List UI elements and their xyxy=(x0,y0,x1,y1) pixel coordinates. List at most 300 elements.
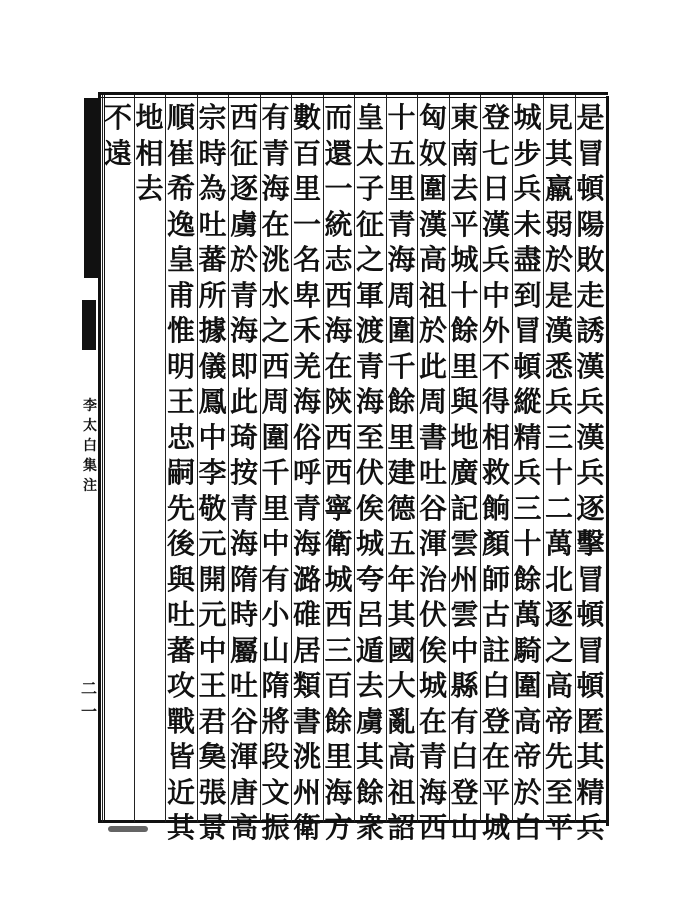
column-char: 吐 xyxy=(229,669,258,702)
column-char: 白 xyxy=(513,811,542,844)
column-char: 騎 xyxy=(513,633,542,667)
column-char: 類 xyxy=(292,669,321,702)
column-char: 得 xyxy=(481,385,510,418)
book-title-vertical xyxy=(82,396,98,496)
column-char: 年 xyxy=(387,562,416,596)
column-char: 冒 xyxy=(576,562,605,596)
column-char: 見 xyxy=(544,101,573,134)
text-column xyxy=(99,100,137,815)
column-char: 書 xyxy=(418,420,447,454)
column-char: 去 xyxy=(450,172,479,205)
column-char: 王 xyxy=(166,385,195,418)
column-char: 衛 xyxy=(324,527,353,560)
column-char: 敬 xyxy=(198,491,227,525)
column-char: 吐 xyxy=(198,207,227,241)
column-char: 中 xyxy=(481,278,510,312)
column-char: 頓 xyxy=(576,669,605,702)
margin-ink-block xyxy=(84,98,98,278)
column-char: 匿 xyxy=(576,704,605,738)
column-char: 平 xyxy=(481,775,510,809)
column-char: 圍 xyxy=(418,172,447,205)
column-char: 呼 xyxy=(292,456,321,489)
column-char: 兵 xyxy=(576,456,605,489)
column-char: 而 xyxy=(324,101,353,134)
column-char: 王 xyxy=(198,669,227,702)
column-char: 縱 xyxy=(513,385,542,418)
column-char: 匈 xyxy=(418,101,447,134)
column-char: 順 xyxy=(166,101,195,134)
column-char: 景 xyxy=(198,811,227,844)
page-number: 二一 xyxy=(80,679,97,721)
column-char: 城 xyxy=(450,243,479,276)
column-char: 海 xyxy=(261,172,290,205)
column-char: 水 xyxy=(261,278,290,312)
column-char: 隋 xyxy=(229,562,258,596)
column-char: 西 xyxy=(229,101,258,134)
column-char: 雲 xyxy=(450,527,479,560)
column-char: 詔 xyxy=(387,811,416,844)
column-char: 餉 xyxy=(481,491,510,525)
column-char: 還 xyxy=(324,136,353,170)
column-char: 時 xyxy=(198,136,227,170)
column-char: 鳳 xyxy=(198,385,227,418)
column-char: 海 xyxy=(355,385,384,418)
column-char: 精 xyxy=(576,775,605,809)
column-char: 志 xyxy=(324,243,353,276)
column-char: 衆 xyxy=(355,811,384,844)
column-char: 攻 xyxy=(166,669,195,702)
column-char: 青 xyxy=(229,491,258,525)
column-char: 此 xyxy=(229,385,258,418)
column-char: 西 xyxy=(324,278,353,312)
column-char: 至 xyxy=(355,420,384,454)
column-char: 㚟 xyxy=(198,740,227,773)
column-char: 治 xyxy=(418,562,447,596)
column-char: 屬 xyxy=(229,633,258,667)
column-char: 卑 xyxy=(292,278,321,312)
column-char: 於 xyxy=(418,314,447,347)
column-char: 海 xyxy=(418,775,447,809)
column-char: 之 xyxy=(544,633,573,667)
column-char: 唐 xyxy=(229,775,258,809)
column-char: 東 xyxy=(450,101,479,134)
frame-top-inner-line xyxy=(98,97,608,98)
column-char: 海 xyxy=(292,527,321,560)
column-char: 五 xyxy=(387,527,416,560)
column-char: 宗 xyxy=(198,101,227,134)
column-char: 一 xyxy=(324,172,353,205)
column-char: 冒 xyxy=(576,633,605,667)
column-char: 將 xyxy=(261,704,290,738)
column-char: 希 xyxy=(166,172,195,205)
column-char: 青 xyxy=(229,278,258,312)
column-char: 平 xyxy=(544,811,573,844)
column-char: 德 xyxy=(387,491,416,525)
column-char: 儀 xyxy=(198,349,227,383)
column-char: 百 xyxy=(292,136,321,170)
column-char: 羌 xyxy=(292,349,321,383)
column-char: 千 xyxy=(261,456,290,489)
column-char: 古 xyxy=(481,598,510,631)
column-char: 洮 xyxy=(292,740,321,773)
column-char: 城 xyxy=(481,811,510,844)
column-char: 周 xyxy=(418,385,447,418)
column-char: 十 xyxy=(544,456,573,489)
column-char: 不 xyxy=(481,349,510,383)
column-char: 海 xyxy=(229,527,258,560)
column-char: 漢 xyxy=(576,349,605,383)
column-char: 註 xyxy=(481,633,510,667)
column-char: 俗 xyxy=(292,420,321,454)
column-char: 小 xyxy=(261,598,290,631)
column-char: 祖 xyxy=(387,775,416,809)
column-char: 君 xyxy=(198,704,227,738)
column-char: 兵 xyxy=(544,385,573,418)
column-char: 兵 xyxy=(513,456,542,489)
column-char: 逐 xyxy=(229,172,258,205)
column-char: 忠 xyxy=(166,420,195,454)
column-char: 圍 xyxy=(261,420,290,454)
column-char: 之 xyxy=(355,243,384,276)
column-char: 悉 xyxy=(544,349,573,383)
column-char: 里 xyxy=(387,172,416,205)
column-char: 在 xyxy=(481,740,510,773)
column-char: 中 xyxy=(261,527,290,560)
column-char: 日 xyxy=(481,172,510,205)
column-char: 隋 xyxy=(261,669,290,702)
column-char: 潞 xyxy=(292,562,321,596)
column-char: 有 xyxy=(261,101,290,134)
column-char: 地 xyxy=(135,101,164,134)
column-char: 城 xyxy=(324,562,353,596)
column-char: 征 xyxy=(229,136,258,170)
column-char: 冒 xyxy=(576,136,605,170)
column-char: 中 xyxy=(450,633,479,667)
column-char: 海 xyxy=(324,775,353,809)
column-char: 逐 xyxy=(576,491,605,525)
column-char: 統 xyxy=(324,207,353,241)
column-char: 不 xyxy=(103,101,132,134)
column-char: 遠 xyxy=(103,136,132,170)
column-char: 在 xyxy=(324,349,353,383)
column-char: 羸 xyxy=(544,172,573,205)
column-char: 渾 xyxy=(418,527,447,560)
column-char: 去 xyxy=(135,172,164,205)
column-char: 青 xyxy=(292,491,321,525)
column-char: 萬 xyxy=(513,598,542,631)
column-char: 頓 xyxy=(513,349,542,383)
fish-tail-mark xyxy=(82,300,96,350)
column-char: 蕃 xyxy=(166,633,195,667)
column-char: 盡 xyxy=(513,243,542,276)
column-char: 三 xyxy=(544,420,573,454)
column-char: 伏 xyxy=(355,456,384,489)
column-char: 之 xyxy=(261,314,290,347)
column-char: 七 xyxy=(481,136,510,170)
column-char: 里 xyxy=(324,740,353,773)
column-char: 誘 xyxy=(576,314,605,347)
column-char: 逸 xyxy=(166,207,195,241)
column-char: 海 xyxy=(229,314,258,347)
column-char: 漢 xyxy=(418,207,447,241)
column-char: 太 xyxy=(355,136,384,170)
column-char: 兵 xyxy=(513,172,542,205)
column-char: 十 xyxy=(387,101,416,134)
column-char: 精 xyxy=(513,420,542,454)
column-char: 帝 xyxy=(544,704,573,738)
column-char: 步 xyxy=(513,136,542,170)
column-char: 敗 xyxy=(576,243,605,276)
column-char: 振 xyxy=(261,811,290,844)
column-char: 嗣 xyxy=(166,456,195,489)
column-char: 里 xyxy=(261,491,290,525)
column-char: 明 xyxy=(166,349,195,383)
column-char: 兵 xyxy=(576,385,605,418)
column-char: 千 xyxy=(387,349,416,383)
column-char: 名 xyxy=(292,243,321,276)
column-char: 里 xyxy=(292,172,321,205)
column-char: 有 xyxy=(450,704,479,738)
column-char: 西 xyxy=(324,456,353,489)
column-char: 段 xyxy=(261,740,290,773)
column-char: 頓 xyxy=(576,172,605,205)
column-char: 州 xyxy=(292,775,321,809)
column-char: 城 xyxy=(355,527,384,560)
column-char: 餘 xyxy=(387,385,416,418)
column-char: 登 xyxy=(481,101,510,134)
column-char: 至 xyxy=(544,775,573,809)
column-char: 於 xyxy=(544,243,573,276)
column-char: 蕃 xyxy=(198,243,227,276)
column-char: 城 xyxy=(513,101,542,134)
column-char: 縣 xyxy=(450,669,479,702)
column-char: 先 xyxy=(166,491,195,525)
column-char: 餘 xyxy=(450,314,479,347)
column-char: 海 xyxy=(292,385,321,418)
column-char: 張 xyxy=(198,775,227,809)
column-char: 其 xyxy=(544,136,573,170)
column-char: 餘 xyxy=(355,775,384,809)
column-char: 此 xyxy=(418,349,447,383)
column-char: 在 xyxy=(261,207,290,241)
book-title-char: 太 xyxy=(83,418,97,434)
column-char: 軍 xyxy=(355,278,384,312)
column-char: 一 xyxy=(292,207,321,241)
column-char: 登 xyxy=(481,704,510,738)
column-char: 南 xyxy=(450,136,479,170)
column-char: 亂 xyxy=(387,704,416,738)
column-char: 子 xyxy=(355,172,384,205)
column-char: 皇 xyxy=(166,243,195,276)
column-char: 惟 xyxy=(166,314,195,347)
column-char: 時 xyxy=(229,598,258,631)
column-char: 祖 xyxy=(418,278,447,312)
column-char: 虜 xyxy=(229,207,258,241)
column-char: 周 xyxy=(387,278,416,312)
column-char: 圍 xyxy=(513,669,542,702)
column-char: 擊 xyxy=(576,527,605,560)
column-char: 於 xyxy=(513,775,542,809)
column-char: 元 xyxy=(198,527,227,560)
column-char: 在 xyxy=(418,704,447,738)
column-char: 琦 xyxy=(229,420,258,454)
column-char: 里 xyxy=(387,420,416,454)
column-char: 十 xyxy=(450,278,479,312)
column-char: 即 xyxy=(229,349,258,383)
column-char: 禾 xyxy=(292,314,321,347)
column-char: 後 xyxy=(166,527,195,560)
column-char: 俟 xyxy=(355,491,384,525)
column-char: 國 xyxy=(387,633,416,667)
column-char: 漢 xyxy=(481,207,510,241)
column-char: 救 xyxy=(481,456,510,489)
column-char: 海 xyxy=(387,243,416,276)
column-char: 白 xyxy=(450,740,479,773)
column-char: 征 xyxy=(355,207,384,241)
book-title-char: 李 xyxy=(83,398,97,414)
column-char: 呂 xyxy=(355,598,384,631)
column-char: 漢 xyxy=(544,314,573,347)
column-char: 伏 xyxy=(418,598,447,631)
column-char: 中 xyxy=(198,420,227,454)
column-char: 相 xyxy=(481,420,510,454)
column-char: 城 xyxy=(418,669,447,702)
column-char: 青 xyxy=(418,740,447,773)
column-char: 其 xyxy=(576,740,605,773)
frame-top-line xyxy=(98,92,608,95)
column-char: 有 xyxy=(261,562,290,596)
column-char: 高 xyxy=(418,243,447,276)
book-title-char: 注 xyxy=(83,478,97,494)
column-char: 西 xyxy=(324,598,353,631)
column-char: 頓 xyxy=(576,598,605,631)
column-char: 記 xyxy=(450,491,479,525)
column-char: 高 xyxy=(229,811,258,844)
column-char: 十 xyxy=(513,527,542,560)
column-char: 渡 xyxy=(355,314,384,347)
column-char: 山 xyxy=(261,633,290,667)
column-char: 是 xyxy=(544,278,573,312)
column-char: 西 xyxy=(418,811,447,844)
column-char: 去 xyxy=(355,669,384,702)
column-char: 三 xyxy=(513,491,542,525)
column-char: 外 xyxy=(481,314,510,347)
column-char: 地 xyxy=(450,420,479,454)
column-char: 俟 xyxy=(418,633,447,667)
column-char: 白 xyxy=(481,669,510,702)
column-char: 所 xyxy=(198,278,227,312)
column-char: 圍 xyxy=(387,314,416,347)
column-char: 到 xyxy=(513,278,542,312)
column-char: 建 xyxy=(387,456,416,489)
column-char: 帝 xyxy=(513,740,542,773)
column-char: 洮 xyxy=(261,243,290,276)
column-char: 書 xyxy=(292,704,321,738)
column-char: 未 xyxy=(513,207,542,241)
column-char: 百 xyxy=(324,669,353,702)
column-char: 青 xyxy=(387,207,416,241)
column-char: 甫 xyxy=(166,278,195,312)
column-char: 開 xyxy=(198,562,227,596)
column-char: 按 xyxy=(229,456,258,489)
column-char: 吐 xyxy=(418,456,447,489)
column-char: 北 xyxy=(544,562,573,596)
column-char: 三 xyxy=(324,633,353,667)
column-char: 方 xyxy=(324,811,353,844)
column-char: 數 xyxy=(292,101,321,134)
column-char: 山 xyxy=(450,811,479,844)
column-char: 平 xyxy=(450,207,479,241)
column-char: 碓 xyxy=(292,598,321,631)
column-char: 顏 xyxy=(481,527,510,560)
column-char: 餘 xyxy=(324,704,353,738)
column-char: 吐 xyxy=(166,598,195,631)
column-char: 與 xyxy=(450,385,479,418)
column-char: 元 xyxy=(198,598,227,631)
column-char: 谷 xyxy=(229,704,258,738)
column-char: 衛 xyxy=(292,811,321,844)
column-char: 漢 xyxy=(576,420,605,454)
column-char: 雲 xyxy=(450,598,479,631)
column-char: 與 xyxy=(166,562,195,596)
column-char: 居 xyxy=(292,633,321,667)
column-char: 戰 xyxy=(166,704,195,738)
column-char: 青 xyxy=(355,349,384,383)
column-char: 渾 xyxy=(229,740,258,773)
column-char: 五 xyxy=(387,136,416,170)
column-char: 李 xyxy=(198,456,227,489)
column-char: 相 xyxy=(135,136,164,170)
column-char: 兵 xyxy=(481,243,510,276)
column-char: 弱 xyxy=(544,207,573,241)
column-char: 二 xyxy=(544,491,573,525)
column-char: 其 xyxy=(387,598,416,631)
column-char: 登 xyxy=(450,775,479,809)
column-char: 中 xyxy=(198,633,227,667)
column-char: 高 xyxy=(513,704,542,738)
ink-smudge xyxy=(108,826,148,832)
book-title-char: 集 xyxy=(83,458,97,474)
column-char: 崔 xyxy=(166,136,195,170)
column-char: 皇 xyxy=(355,101,384,134)
column-char: 萬 xyxy=(544,527,573,560)
column-char: 周 xyxy=(261,385,290,418)
column-char: 其 xyxy=(355,740,384,773)
column-char: 其 xyxy=(166,811,195,844)
column-char: 冒 xyxy=(513,314,542,347)
column-char: 走 xyxy=(576,278,605,312)
column-char: 近 xyxy=(166,775,195,809)
column-char: 兵 xyxy=(576,811,605,844)
column-char: 寧 xyxy=(324,491,353,525)
column-char: 夸 xyxy=(355,562,384,596)
column-char: 高 xyxy=(544,669,573,702)
column-char: 於 xyxy=(229,243,258,276)
column-char: 逐 xyxy=(544,598,573,631)
column-char: 虜 xyxy=(355,704,384,738)
column-char: 師 xyxy=(481,562,510,596)
column-char: 文 xyxy=(261,775,290,809)
book-title-char: 白 xyxy=(83,438,97,454)
column-char: 西 xyxy=(261,349,290,383)
column-char: 據 xyxy=(198,314,227,347)
column-char: 高 xyxy=(387,740,416,773)
column-char: 海 xyxy=(324,314,353,347)
column-char: 廣 xyxy=(450,456,479,489)
column-char: 西 xyxy=(324,420,353,454)
column-char: 皆 xyxy=(166,740,195,773)
column-char: 奴 xyxy=(418,136,447,170)
